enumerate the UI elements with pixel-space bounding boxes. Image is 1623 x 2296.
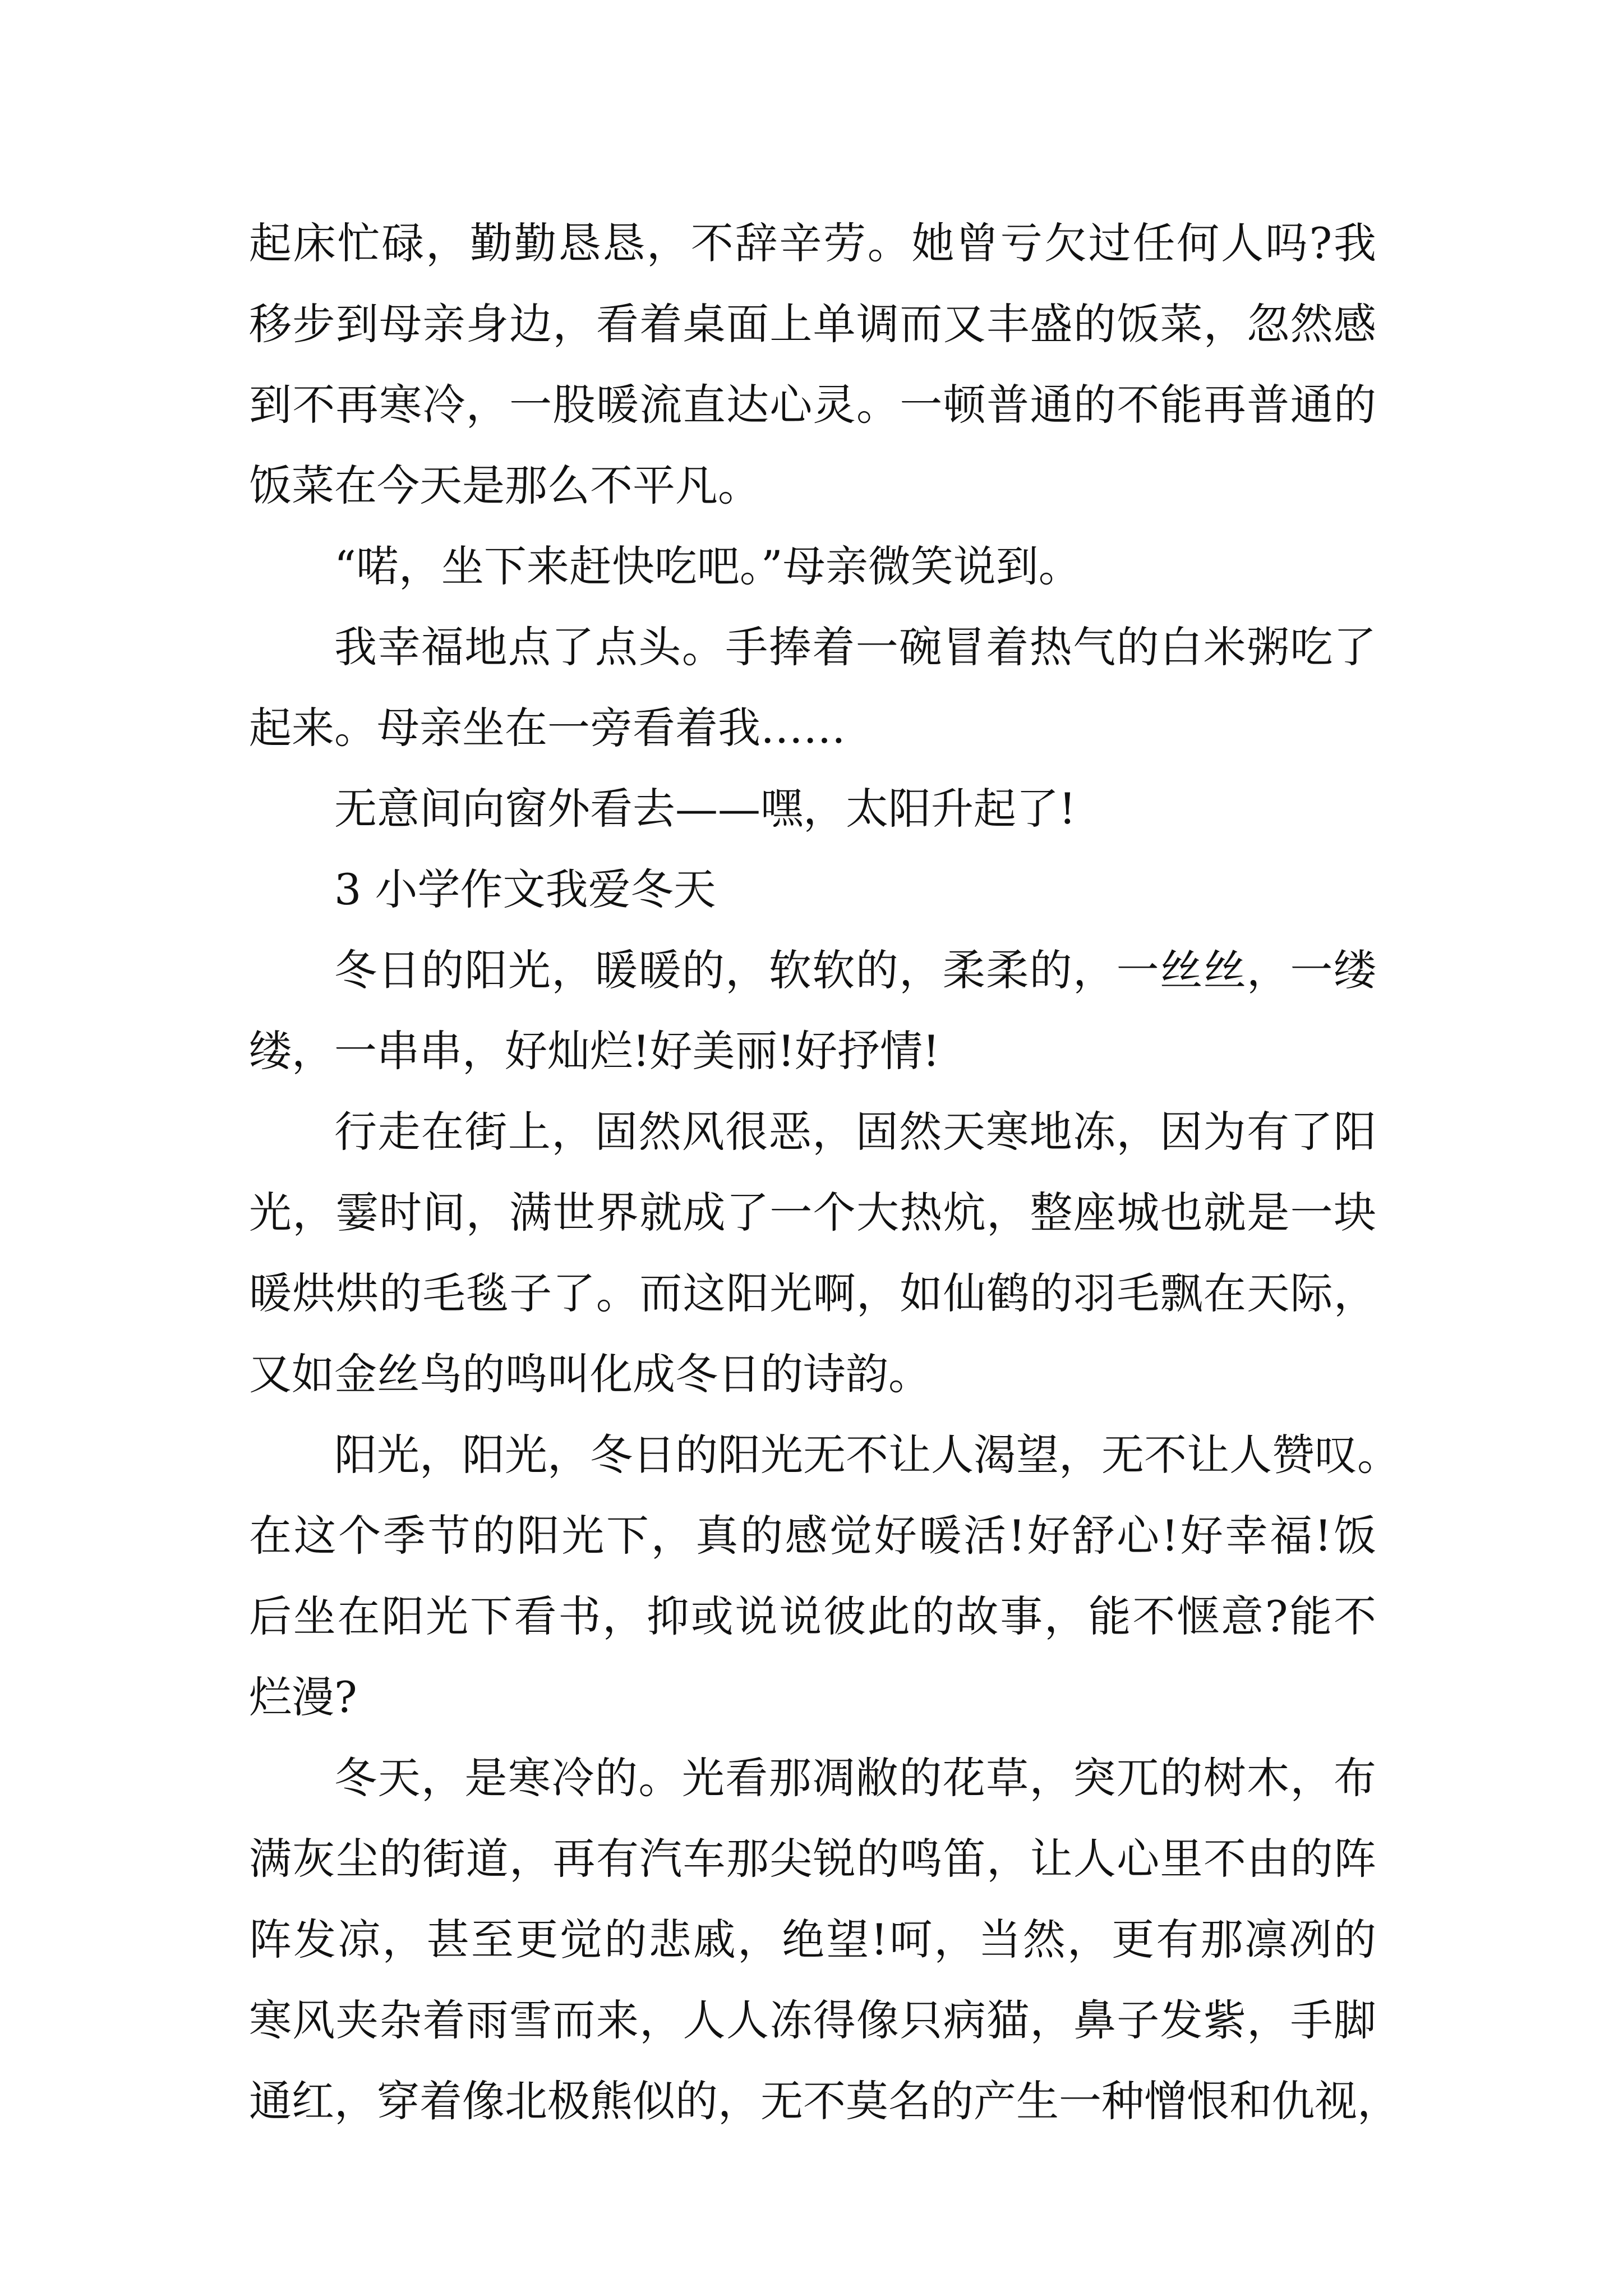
text-line: 无意间向窗外看去——嘿，太阳升起了! (334, 784, 1076, 834)
text-line: 通红，穿着像北极熊似的，无不莫名的产生一种憎恨和仇视， (249, 2076, 1400, 2126)
text-line: 阳光，阳光，冬日的阳光无不让人渴望，无不让人赞叹。 (334, 1430, 1400, 1480)
text-line: 移步到母亲身边，看着桌面上单调而又丰盛的饭菜，忽然感 (249, 299, 1376, 349)
text-line: 起来。母亲坐在一旁看着我…… (249, 703, 846, 753)
text-line: 冬天，是寒冷的。光看那凋敝的花草，突兀的树木，布 (334, 1753, 1376, 1803)
section-heading (249, 849, 1376, 930)
text-line: “喏，坐下来赶快吃吧。”母亲微笑说到。 (334, 541, 1081, 591)
text-line: 缕，一串串，好灿烂!好美丽!好抒情! (249, 1026, 940, 1076)
heading-line: 3 小学作文我爱冬天 (334, 864, 716, 914)
paragraph (249, 930, 1376, 1092)
paragraph (249, 1092, 1376, 1415)
text-line: 阵发凉，甚至更觉的悲戚，绝望!呵，当然，更有那凛冽的 (249, 1915, 1376, 1964)
paragraph (249, 769, 1376, 849)
text-line: 在这个季节的阳光下，真的感觉好暖活!好舒心!好幸福!饭 (249, 1511, 1376, 1561)
text-line: 我幸福地点了点头。手捧着一碗冒着热气的白米粥吃了 (334, 622, 1376, 672)
text-line: 起床忙碌，勤勤恳恳，不辞辛劳。她曾亏欠过任何人吗?我 (249, 218, 1376, 268)
text-line: 后坐在阳光下看书，抑或说说彼此的故事，能不惬意?能不 (249, 1591, 1376, 1641)
text-line: 冬日的阳光，暖暖的，软软的，柔柔的，一丝丝，一缕 (334, 945, 1376, 995)
text-line: 又如金丝鸟的鸣叫化成冬日的诗韵。 (249, 1349, 931, 1399)
text-line: 光，霎时间，满世界就成了一个大热炕，整座城也就是一块 (249, 1188, 1376, 1237)
text-line: 到不再寒冷，一股暖流直达心灵。一顿普通的不能再普通的 (249, 380, 1376, 430)
paragraph (249, 526, 1376, 607)
paragraph (249, 607, 1376, 769)
text-line: 饭菜在今天是那么不平凡。 (249, 461, 760, 510)
paragraph (249, 1738, 1400, 2142)
paragraph (249, 1415, 1400, 1738)
text-line: 烂漫? (249, 1672, 357, 1722)
text-line: 暖烘烘的毛毯子了。而这阳光啊，如仙鹤的羽毛飘在天际， (249, 1268, 1376, 1318)
text-line: 寒风夹杂着雨雪而来，人人冻得像只病猫，鼻子发紫，手脚 (249, 1995, 1376, 2045)
document-body (249, 203, 1400, 2142)
text-line: 行走在街上，固然风很恶，固然天寒地冻，因为有了阳 (334, 1107, 1376, 1157)
paragraph (249, 203, 1376, 526)
text-line: 满灰尘的街道，再有汽车那尖锐的鸣笛，让人心里不由的阵 (249, 1834, 1376, 1884)
